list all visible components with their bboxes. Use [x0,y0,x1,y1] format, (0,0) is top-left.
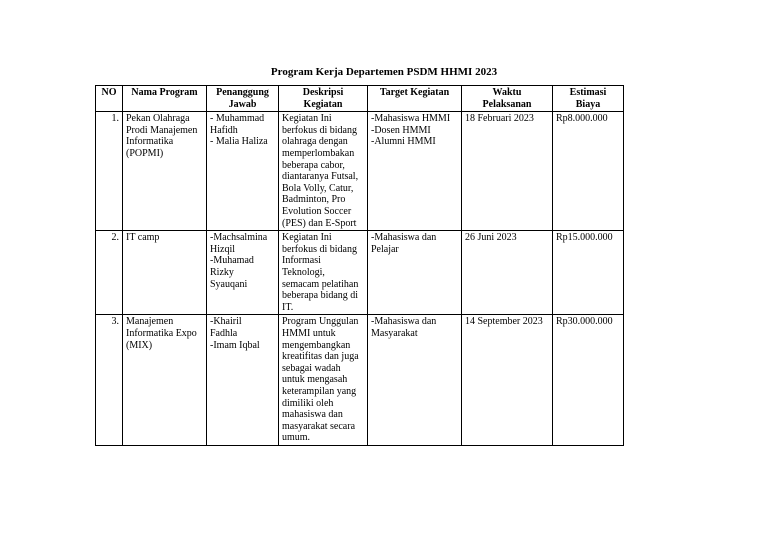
program-line: Manajemen [126,316,174,328]
program-line: (POPMI) [126,147,164,159]
cell-program [123,112,207,231]
pj-line: Syauqani [210,278,248,290]
header-target: Target Kegiatan [368,86,462,112]
header-program: Nama Program [123,86,207,112]
pj-line: -Muhamad [210,255,254,267]
cell-cost: Rp8.000.000 [553,112,624,231]
program-line: Pekan Olahraga [126,113,190,125]
cell-time: 26 Juni 2023 [462,231,553,315]
cell-no: 2. [96,231,123,315]
header-cost-line: Biaya [575,98,601,110]
header-pj [207,86,279,112]
table-row [96,231,624,315]
target-line: -Dosen HMMI [371,124,431,136]
cell-desc: Program Unggulan HMMI untuk mengembangkan kreatifitas dan juga sebagai wadah untuk mengasah keterampilan yang dimiliki oleh mahasiswa dan masyarakat secara umum. [279,315,368,446]
cell-target [368,315,462,446]
cell-target [368,112,462,231]
cell-no: 3. [96,315,123,446]
pj-line: Hizqil [210,243,235,255]
header-row [96,86,624,112]
header-cost-line: Estimasi [569,87,607,98]
program-line: Prodi Manajemen [126,124,198,136]
cell-program [123,315,207,446]
cell-cost: Rp15.000.000 [553,231,624,315]
pj-line: Hafidh [210,124,238,136]
target-line: -Mahasiswa HMMI [371,113,451,125]
header-time [462,86,553,112]
target-line: Masyarakat [371,327,418,339]
table-row [96,112,624,231]
cell-time: 14 September 2023 [462,315,553,446]
pj-line: -Khairil [210,316,242,328]
cell-pj [207,112,279,231]
cell-cost: Rp30.000.000 [553,315,624,446]
pj-line: - Muhammad [210,113,265,125]
pj-line: Fadhla [210,327,238,339]
cell-desc: Kegiatan Ini berfokus di bidang olahraga dengan memperlombakan beberapa cabor, diantaranya Futsal, Bola Volly, Catur, Badminton, Pro Evolution Soccer (PES) dan E-Sport [279,112,368,231]
header-pj-line: Jawab [228,98,257,110]
header-pj-line: Penanggung [216,87,269,98]
cell-program [123,231,207,315]
pj-line: Rizky [210,266,234,278]
pj-line: -Imam Iqbal [210,339,260,351]
cell-time: 18 Februari 2023 [462,112,553,231]
header-desc-line: Deskripsi [302,87,344,98]
target-line: -Mahasiswa dan [371,316,437,328]
target-line: -Alumni HMMI [371,136,436,148]
header-time-line: Pelaksanan [482,98,532,110]
header-time-line: Waktu [492,87,522,98]
program-table [95,85,624,446]
program-line: Informatika [126,136,174,148]
cell-target [368,231,462,315]
program-line: Informatika Expo [126,327,197,339]
cell-desc: Kegiatan Ini berfokus di bidang Informasi Teknologi, semacam pelatihan beberapa bidang di IT. [279,231,368,315]
cell-pj [207,231,279,315]
header-no: NO [96,86,123,112]
document-title: Program Kerja Departemen PSDM HHMI 2023 [270,66,498,78]
pj-line: -Machsalmina [210,232,268,244]
header-desc-line: Kegiatan [303,98,343,110]
target-line: -Mahasiswa dan [371,232,437,244]
program-line: IT camp [126,232,160,244]
header-desc [279,86,368,112]
pj-line: - Malia Haliza [210,136,268,148]
cell-pj [207,315,279,446]
cell-no: 1. [96,112,123,231]
header-cost [553,86,624,112]
target-line: Pelajar [371,243,399,255]
program-line: (MIX) [126,339,153,351]
table-row [96,315,624,446]
